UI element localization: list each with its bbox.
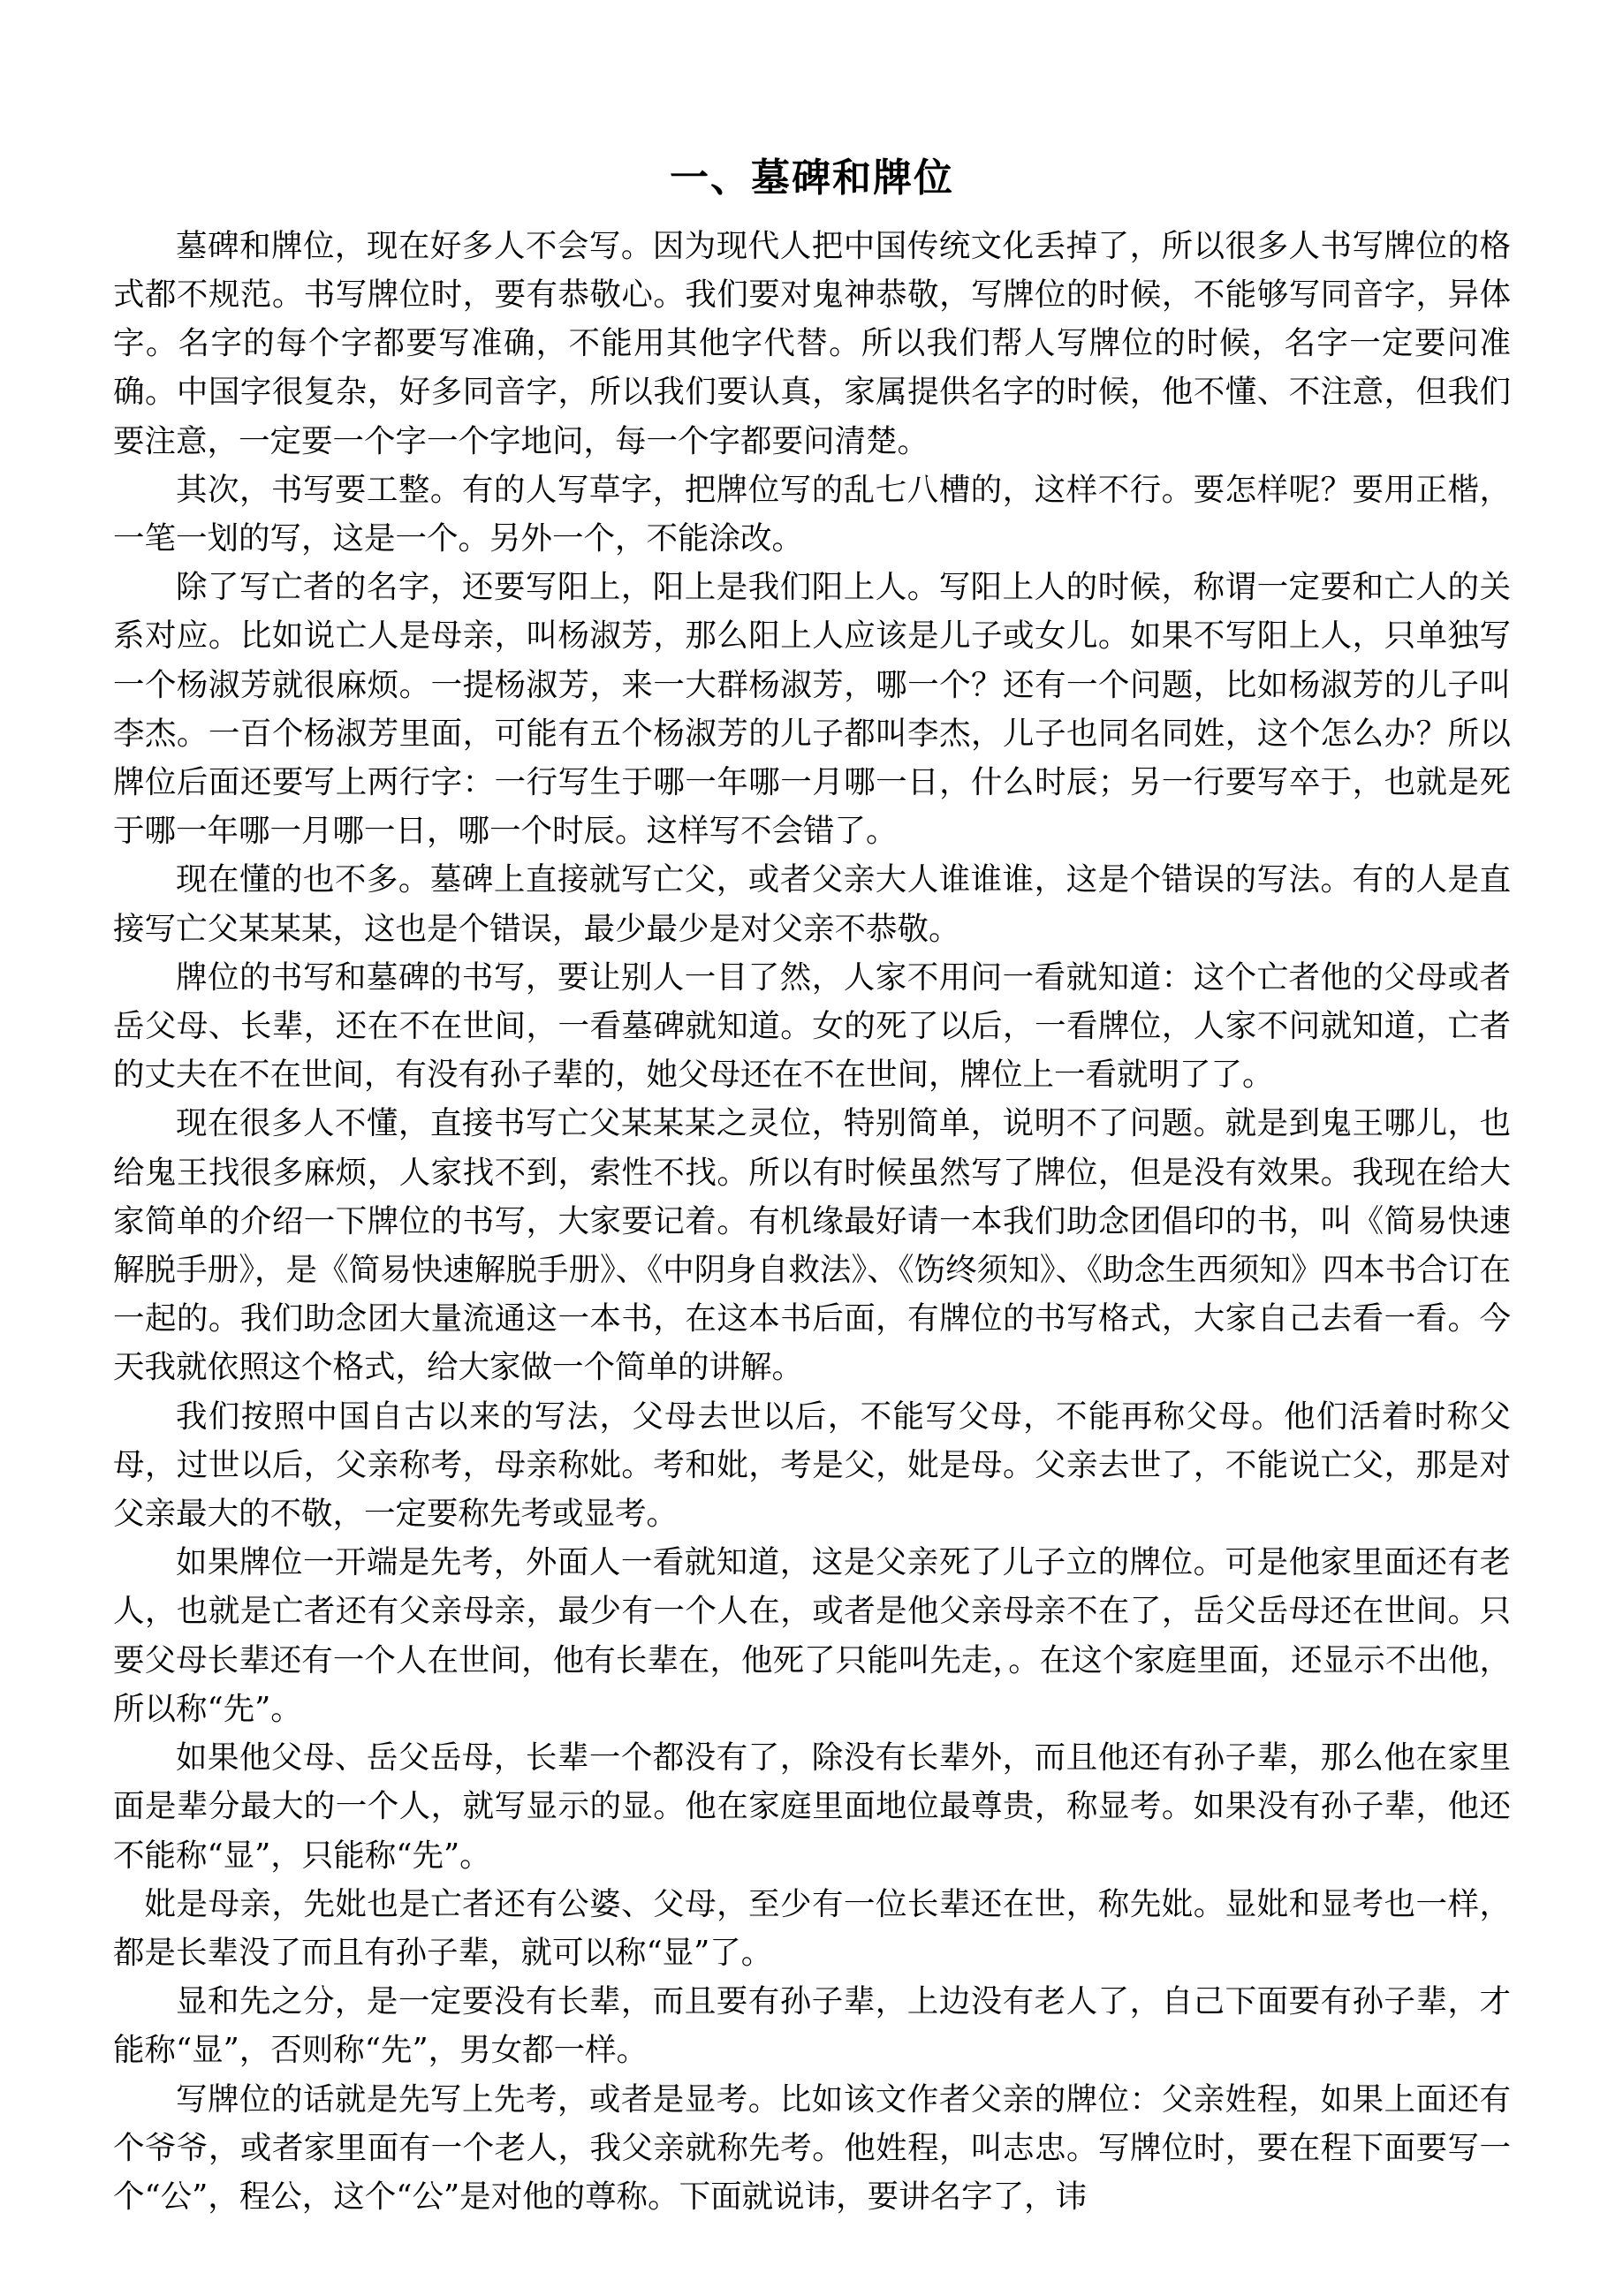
paragraph: 牌位的书写和墓碑的书写，要让别人一目了然，人家不用问一看就知道：这个亡者他的父母或者岳父母、长辈，还在不在世间，一看墓碑就知道。女的死了以后，一看牌位，人家不问就知道，亡者的丈夫在不在世间，有没有孙子辈的，她父母还在不在世间，牌位上一看就明了了。 [113,959,1511,1094]
paragraph: 我们按照中国自古以来的写法，父母去世以后，不能写父母，不能再称父母。他们活着时称父母，过世以后，父亲称考，母亲称妣。考和妣，考是父，妣是母。父亲去世了，不能说亡父，那是对父亲最大的不敬，一定要称先考或显考。 [113,1398,1511,1533]
paragraph: 如果他父母、岳父岳母，长辈一个都没有了，除没有长辈外，而且他还有孙子辈，那么他在家里面是辈分最大的一个人，就写显示的显。他在家庭里面地位最尊贵，称显考。如果没有孙子辈，他还不能称“显”，只能称“先”。 [113,1739,1511,1874]
page-title: 一、墓碑和牌位 [670,155,954,201]
paragraph: 除了写亡者的名字，还要写阳上，阳上是我们阳上人。写阳上人的时候，称谓一定要和亡人的关系对应。比如说亡人是母亲，叫杨淑芳，那么阳上人应该是儿子或女儿。如果不写阳上人，只单独写一个杨淑芳就很麻烦。一提杨淑芳，来一大群杨淑芳，哪一个？还有一个问题，比如杨淑芳的儿子叫李杰。一百个杨淑芳里面，可能有五个杨淑芳的儿子都叫李杰，儿子也同名同姓，这个怎么办？所以牌位后面还要写上两行字：一行写生于哪一年哪一月哪一日，什么时辰；另一行要写卒于，也就是死于哪一年哪一月哪一日，哪一个时辰。这样写不会错了。 [113,569,1511,850]
paragraph: 妣是母亲，先妣也是亡者还有公婆、父母，至少有一位长辈还在世，称先妣。显妣和显考也一样，都是长辈没了而且有孙子辈，就可以称“显”了。 [113,1885,1511,1971]
paragraph: 写牌位的话就是先写上先考，或者是显考。比如该文作者父亲的牌位：父亲姓程，如果上面还有个爷爷，或者家里面有一个老人，我父亲就称先考。他姓程，叫志忠。写牌位时，要在程下面要写一个“公”，程公，这个“公”是对他的尊称。下面就说讳，要讲名字了，讳 [113,2080,1511,2215]
document-body [113,222,1511,2221]
paragraph: 墓碑和牌位，现在好多人不会写。因为现代人把中国传统文化丢掉了，所以很多人书写牌位的格式都不规范。书写牌位时，要有恭敬心。我们要对鬼神恭敬，写牌位的时候，不能够写同音字，异体字。名字的每个字都要写准确，不能用其他字代替。所以我们帮人写牌位的时候，名字一定要问准确。中国字很复杂，好多同音字，所以我们要认真，家属提供名字的时候，他不懂、不注意，但我们要注意，一定要一个字一个字地问，每一个字都要问清楚。 [113,227,1511,459]
page-content [113,0,1511,2221]
paragraph: 现在很多人不懂，直接书写亡父某某某之灵位，特别简单，说明不了问题。就是到鬼王哪儿，也给鬼王找很多麻烦，人家找不到，索性不找。所以有时候虽然写了牌位，但是没有效果。我现在给大家简单的介绍一下牌位的书写，大家要记着。有机缘最好请一本我们助念团倡印的书，叫《简易快速解脱手册》，是《简易快速解脱手册》、《中阴身自救法》、《饬终须知》、《助念生西须知》四本书合订在一起的。我们助念团大量流通这一本书，在这本书后面，有牌位的书写格式，大家自己去看一看。今天我就依照这个格式，给大家做一个简单的讲解。 [113,1105,1511,1386]
paragraph: 其次，书写要工整。有的人写草字，把牌位写的乱七八槽的，这样不行。要怎样呢？要用正楷，一笔一划的写，这是一个。另外一个，不能涂改。 [113,471,1511,557]
paragraph: 如果牌位一开端是先考，外面人一看就知道，这是父亲死了儿子立的牌位。可是他家里面还有老人，也就是亡者还有父亲母亲，最少有一个人在，或者是他父亲母亲不在了，岳父岳母还在世间。只要父母长辈还有一个人在世间，他有长辈在，他死了只能叫先走，。在这个家庭里面，还显示不出他，所以称“先”。 [113,1544,1511,1727]
paragraph: 现在懂的也不多。墓碑上直接就写亡父，或者父亲大人谁谁谁，这是个错误的写法。有的人是直接写亡父某某某，这也是个错误，最少最少是对父亲不恭敬。 [113,861,1511,947]
paragraph: 显和先之分，是一定要没有长辈，而且要有孙子辈，上边没有老人了，自己下面要有孙子辈，才能称“显”，否则称“先”，男女都一样。 [113,1983,1511,2069]
